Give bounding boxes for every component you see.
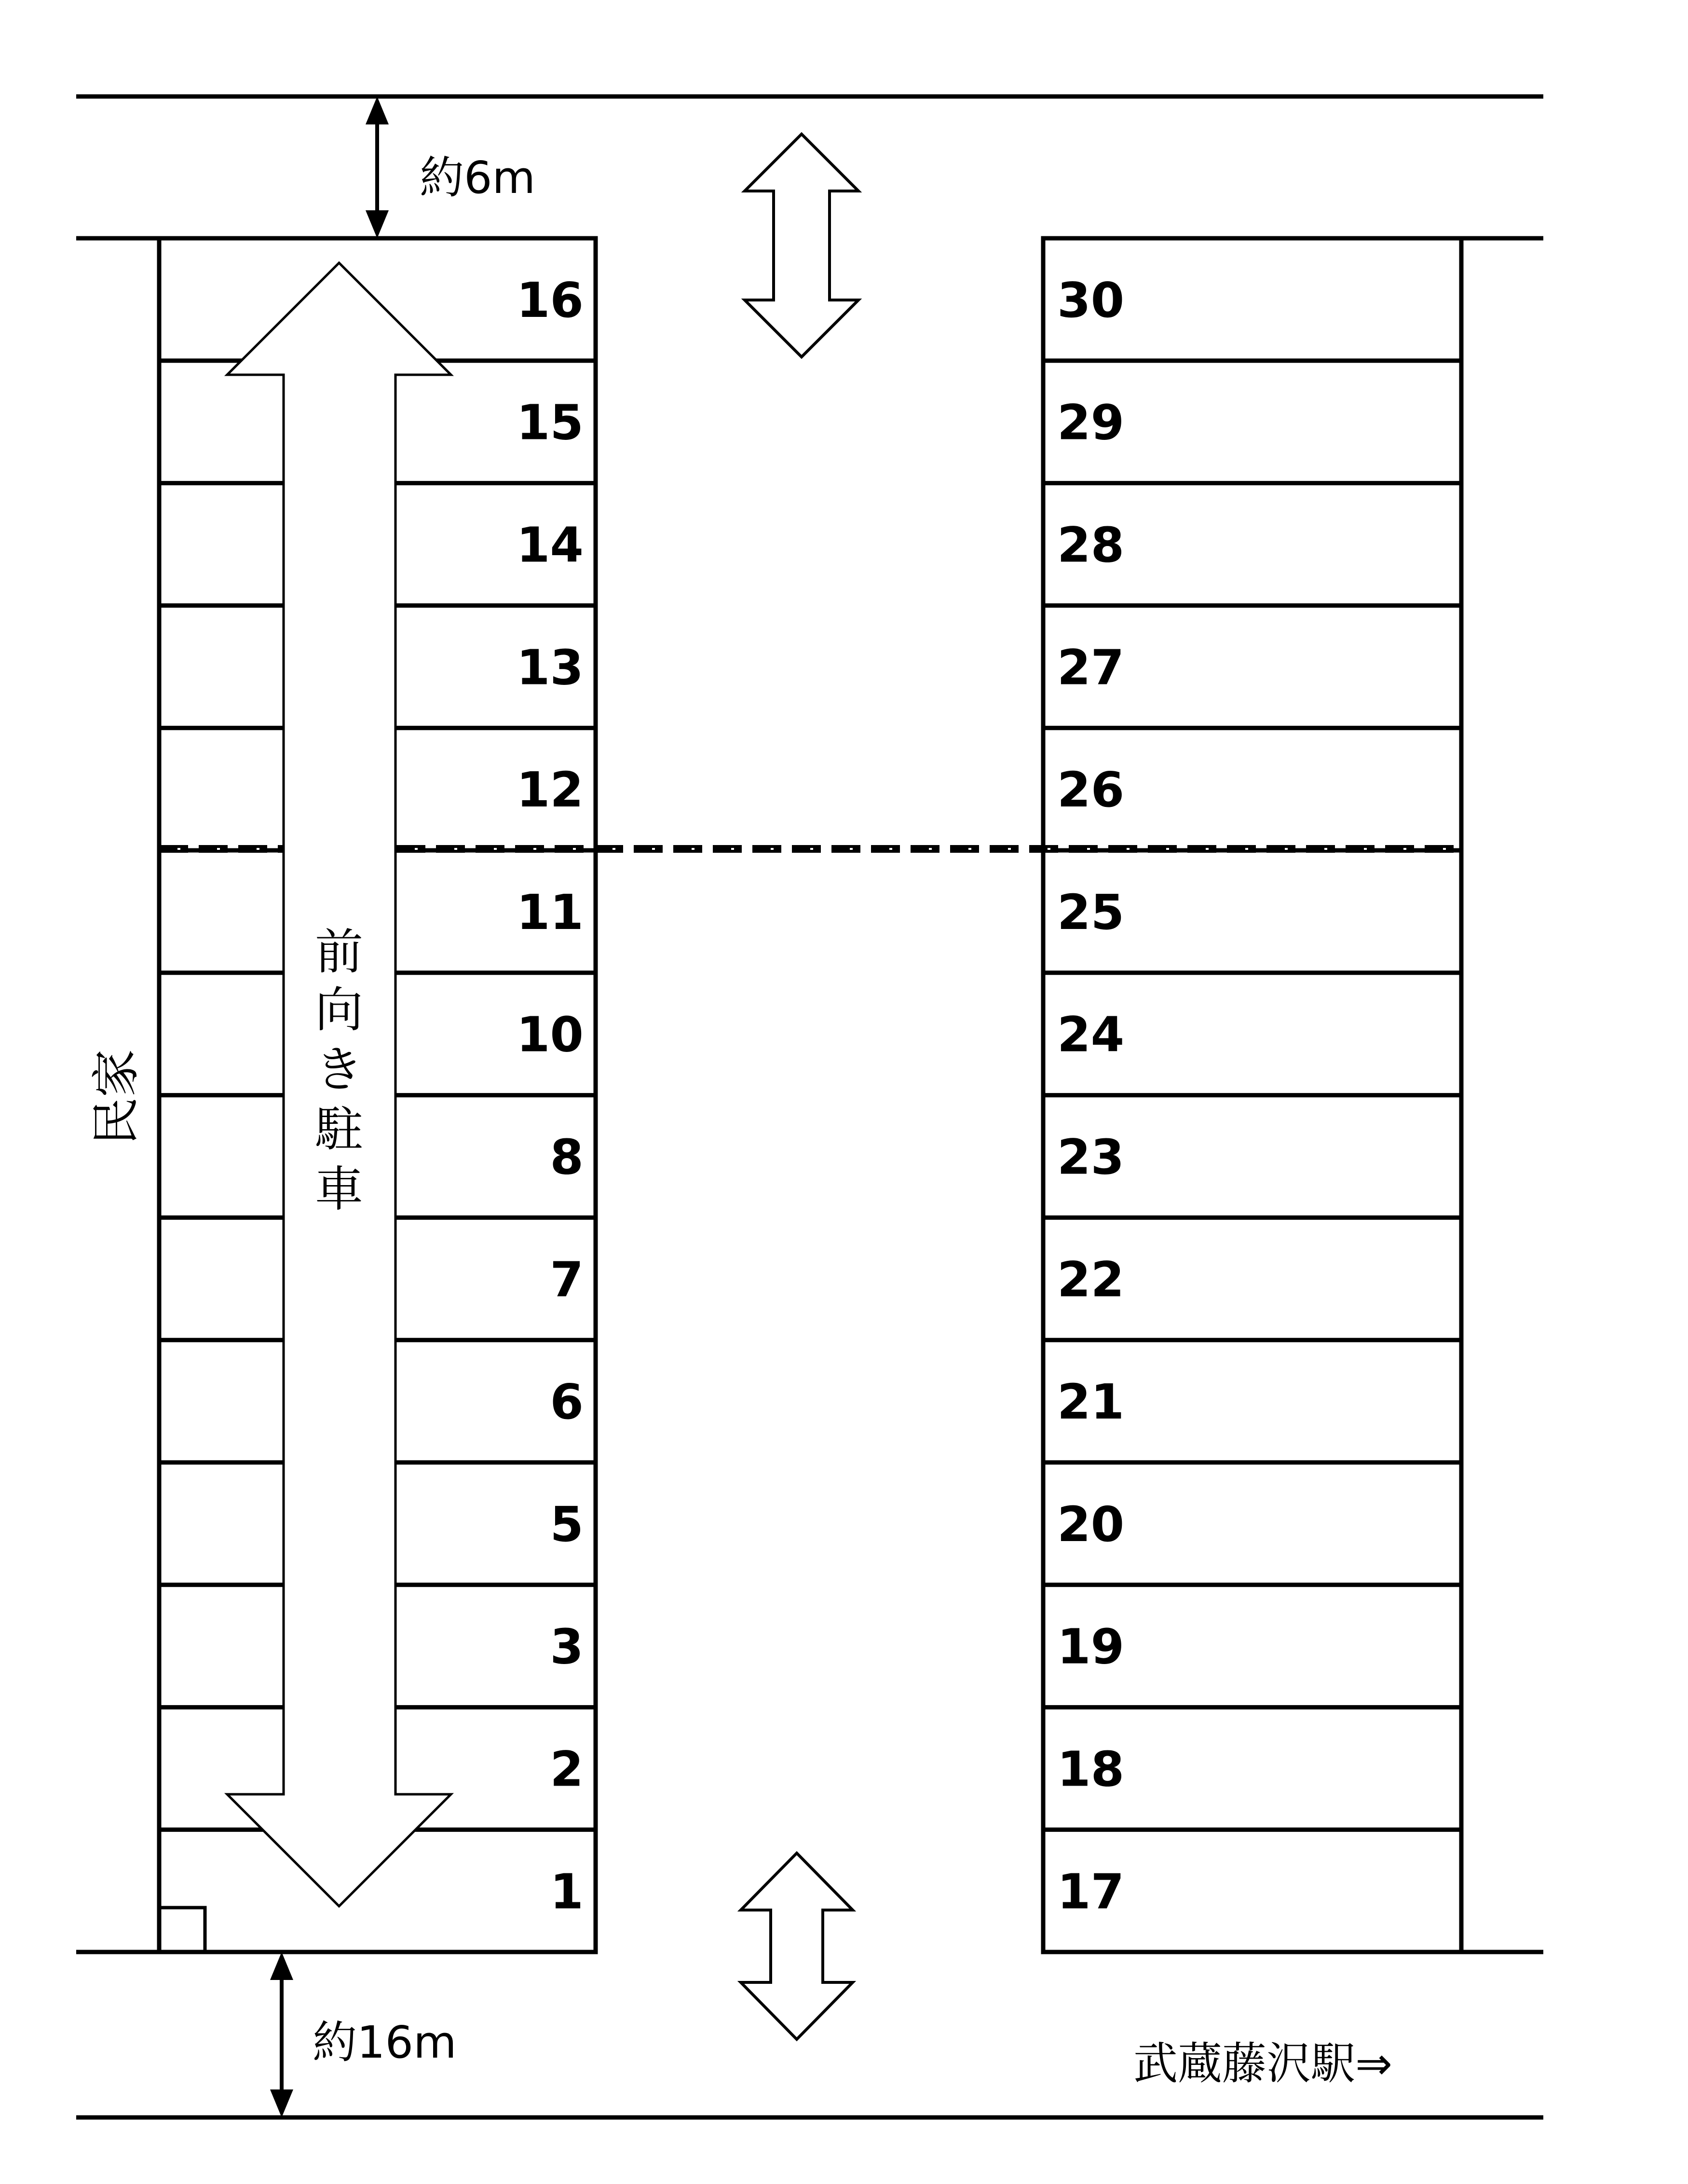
- right-stall-number: 19: [1057, 1618, 1125, 1675]
- right-stall-number: 23: [1057, 1129, 1125, 1186]
- right-stall-number: 24: [1057, 1006, 1125, 1063]
- bottom-road-width-label: 約16m: [313, 2017, 457, 2068]
- left-stall-number: 1: [550, 1863, 584, 1920]
- right-stall-number: 26: [1057, 762, 1125, 819]
- right-stall-number: 28: [1057, 517, 1125, 573]
- forward-parking-char: 前: [315, 924, 363, 980]
- house-label: 民家: [88, 1049, 144, 1146]
- left-stall-number: 3: [550, 1618, 584, 1675]
- top-road-width-label: 約6m: [420, 152, 536, 204]
- forward-parking-char: 駐: [315, 1101, 363, 1158]
- right-stall-number: 29: [1057, 394, 1125, 451]
- left-stall-number: 2: [550, 1741, 584, 1798]
- left-stall-number: 15: [516, 394, 584, 451]
- bottom-entrance-double-arrow: [741, 1853, 853, 2039]
- station-direction-label: 武蔵藤沢駅⇒: [1133, 2038, 1393, 2089]
- right-stall-number: 18: [1057, 1741, 1125, 1798]
- bottom-road-dimension-arrow: [270, 1952, 293, 2117]
- right-stall-number: 17: [1057, 1863, 1125, 1920]
- right-stall-number: 20: [1057, 1496, 1125, 1553]
- left-stall-number: 13: [516, 639, 584, 696]
- forward-parking-char: 向: [315, 982, 363, 1038]
- left-stall-number: 11: [516, 884, 584, 941]
- left-stall-number: 7: [550, 1251, 584, 1308]
- forward-parking-char: き: [315, 1041, 363, 1098]
- left-stall-number: 6: [550, 1374, 584, 1431]
- left-stall-number: 8: [550, 1129, 584, 1186]
- right-stall-number: 25: [1057, 884, 1125, 941]
- right-stall-number: 30: [1057, 272, 1125, 328]
- top-entrance-double-arrow: [745, 134, 858, 357]
- left-stall-number: 14: [516, 517, 584, 573]
- right-stall-number: 27: [1057, 639, 1125, 696]
- top-road-dimension-arrow: [366, 96, 389, 238]
- left-stall-number: 16: [516, 272, 584, 328]
- right-stall-number: 21: [1057, 1374, 1125, 1431]
- right-parking-block: [1043, 238, 1461, 1952]
- left-stall-number: 5: [550, 1496, 584, 1553]
- right-angle-marker: [159, 1908, 205, 1952]
- right-stall-number: 22: [1057, 1251, 1125, 1308]
- left-stall-number: 10: [516, 1006, 584, 1063]
- left-stall-number: 12: [516, 762, 584, 819]
- forward-parking-label: [314, 924, 363, 1217]
- forward-parking-char: 車: [315, 1161, 363, 1217]
